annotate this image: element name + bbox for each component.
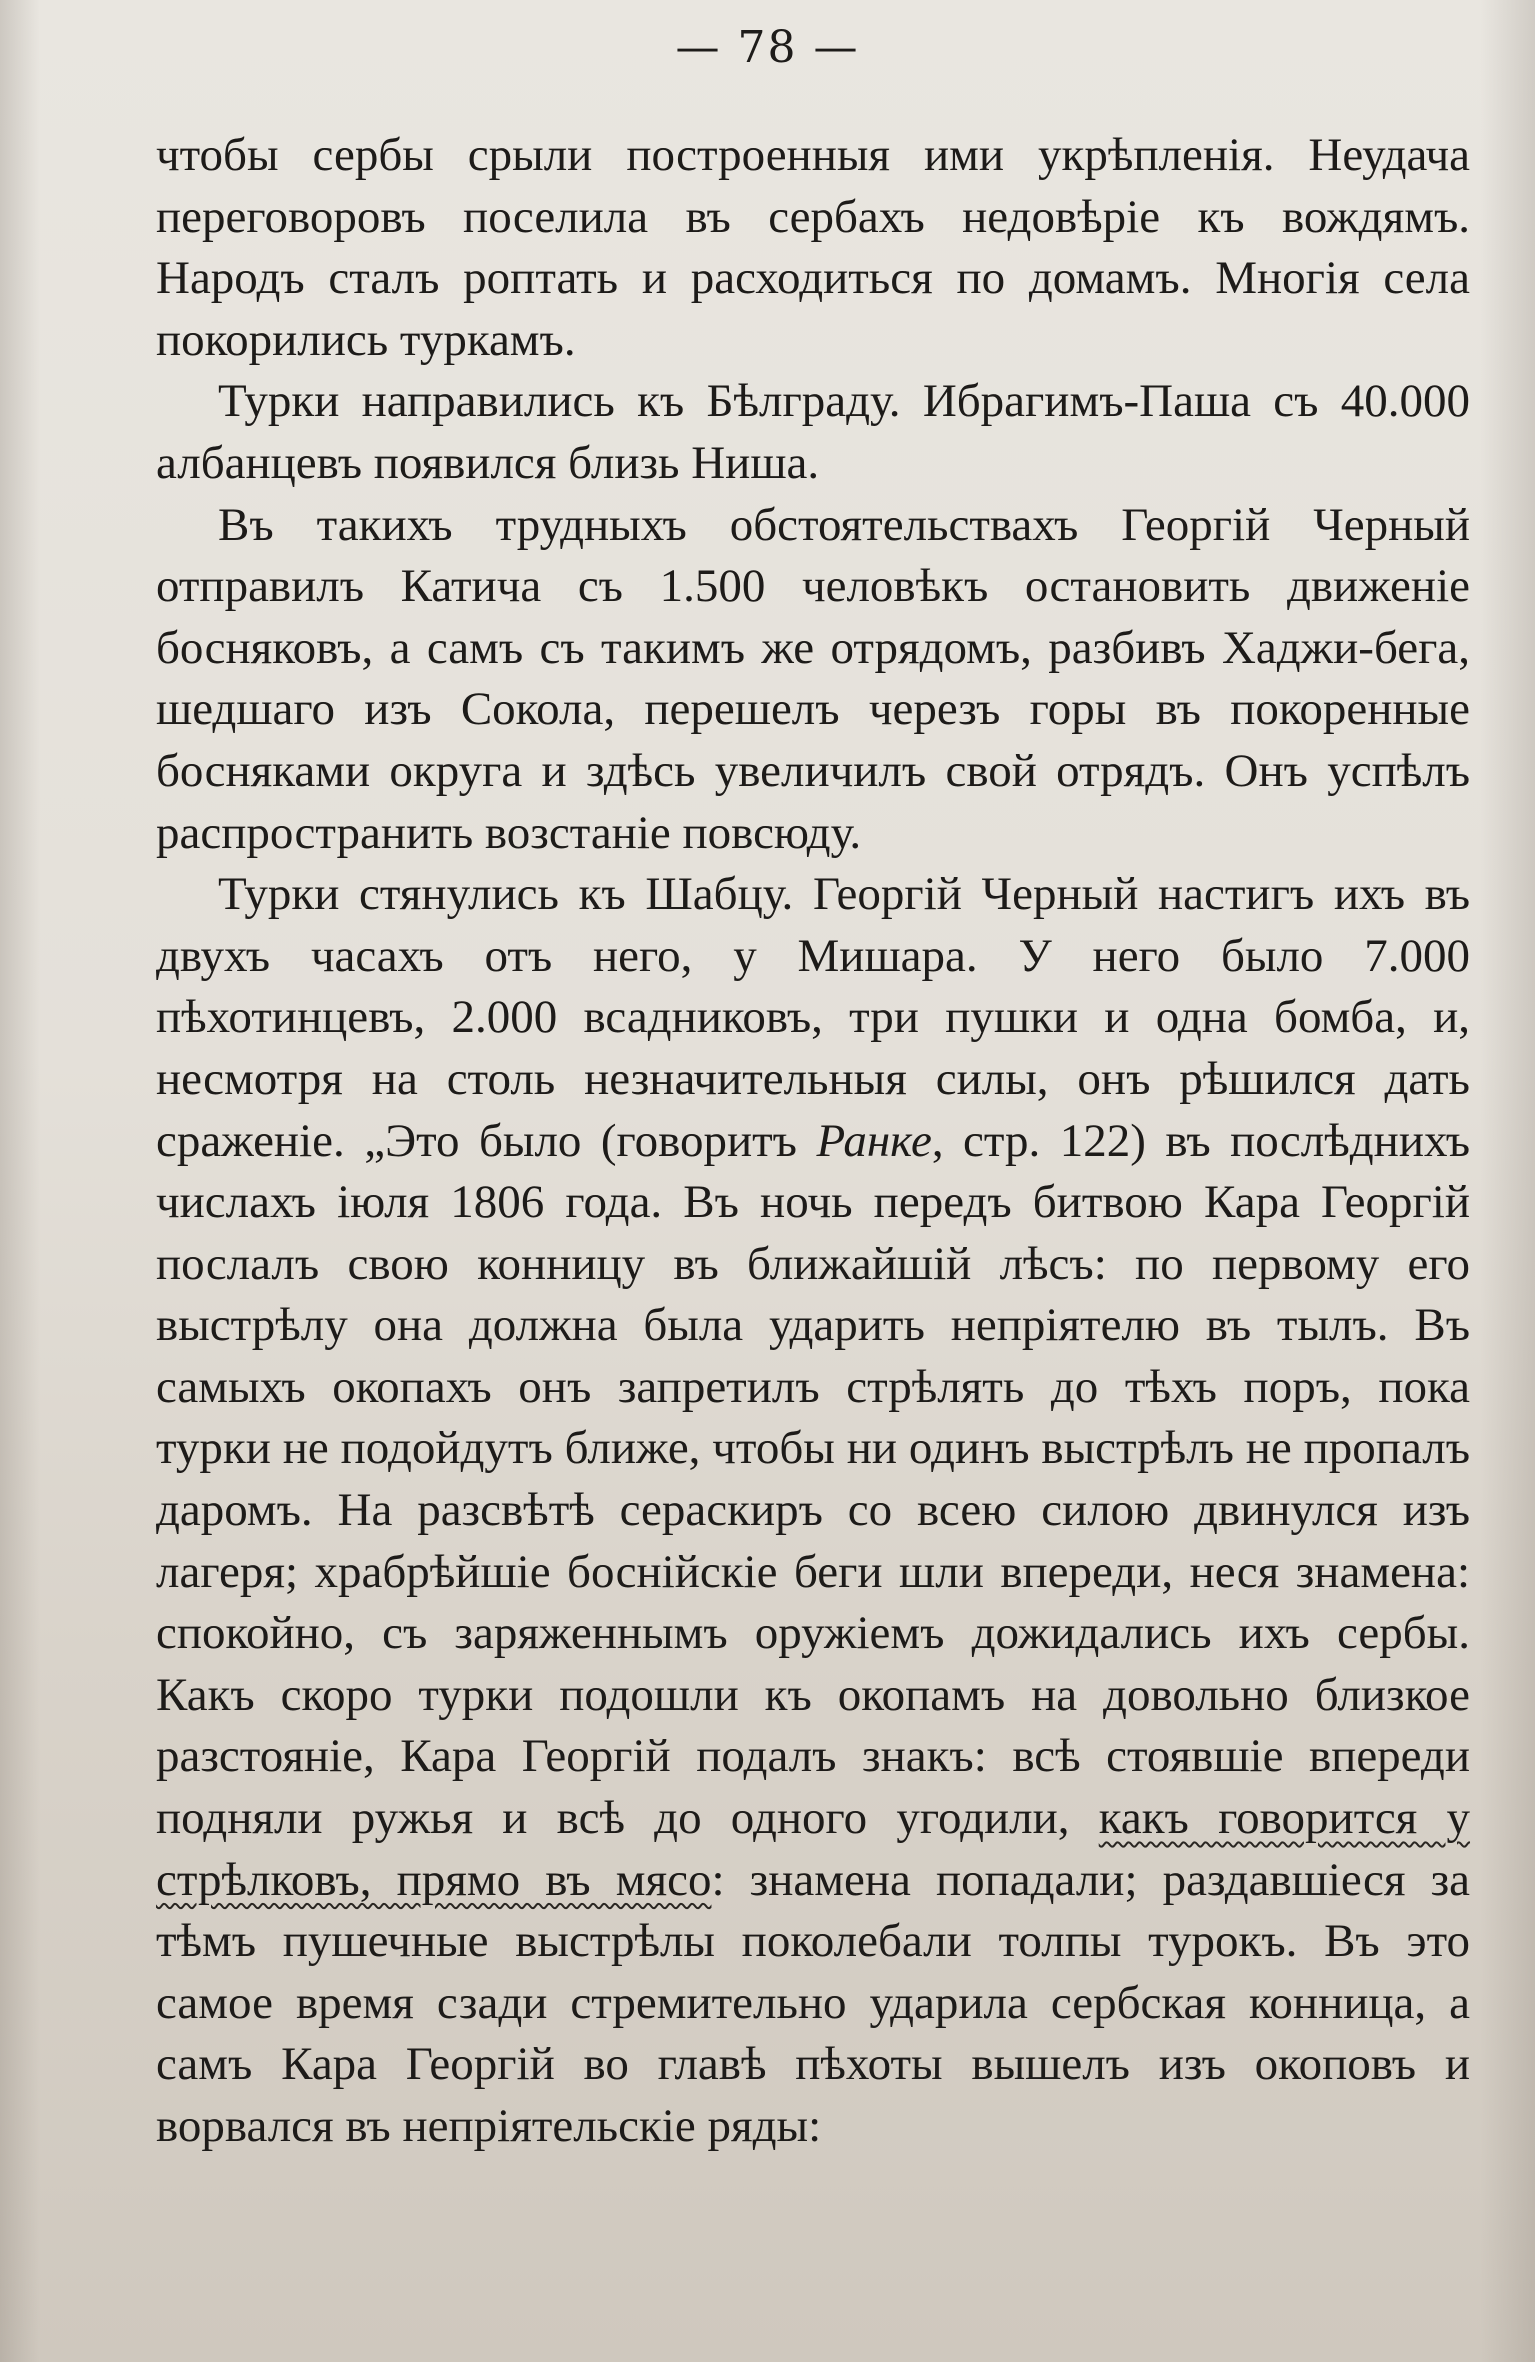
paragraph-4-part-1: Турки стянулись къ Шабцу. Георгій Черный настигъ ихъ въ двухъ часахъ отъ него, у Мишара. У него было 7.000 пѣхотинцевъ, 2.000 всадниковъ, три пушки и одна бомба, и, несмотря на столь незначительныя силы, онъ рѣшился дать сраженіе. „Это было (говоритъ [156,868,1470,1167]
paragraph-3: Въ такихъ трудныхъ обстоятельствахъ Георгій Черный отправилъ Катича съ 1.500 человѣкъ остановить движеніе босняковъ, а самъ съ такимъ же отрядомъ, разбивъ Хаджи-бега, шедшаго изъ Сокола, перешелъ черезъ горы въ покоренные босняками округа и здѣсь увеличилъ свой отрядъ. Онъ успѣлъ распространить возстаніе повсюду. [156,498,1470,859]
paragraph-1: чтобы сербы срыли построенныя ими укрѣпленія. Неудача переговоровъ поселила въ сербахъ недовѣріе къ вождямъ. Народъ сталъ роптать и расходиться по домамъ. Многія села покорились туркамъ. [156,129,1470,366]
paragraph-4 [156,864,1470,2157]
cited-author: Ранке [816,1114,932,1167]
paragraph-4-part-3: : знамена попадали; раздавшіеся за тѣмъ пушечные выстрѣлы поколебали толпы турокъ. Въ это самое время сзади стремительно ударила сербская конница, а самъ Кара Георгій во главѣ пѣхоты вышелъ изъ окоповъ и ворвался въ непріятельскіе ряды: [156,1853,1471,2152]
paragraph-4-part-2: , стр. 122) въ послѣднихъ числахъ іюля 1806 года. Въ ночь передъ битвою Кара Георгій послалъ свою конницу въ ближайшій лѣсъ: по первому его выстрѣлу она должна была ударить непріятелю въ тылъ. Въ самыхъ окопахъ онъ запретилъ стрѣлять до тѣхъ поръ, пока турки не подойдутъ ближе, чтобы ни одинъ выстрѣлъ не пропалъ даромъ. На разсвѣтѣ сераскиръ со всею силою двинулся изъ лагеря; храбрѣйшіе боснійскіе беги шли впереди, неся знамена: спокойно, съ заряженнымъ оружіемъ дожидались ихъ сербы. Какъ скоро турки подошли къ окопамъ на довольно близкое разстояніе, Кара Георгій подалъ знакъ: всѣ стоявшіе впереди подняли ружья и всѣ до одного угодили, [156,1114,1470,1845]
paragraph-2: Турки направились къ Бѣлграду. Ибрагимъ-Паша съ 40.000 албанцевъ появился близь Ниша. [156,375,1470,489]
page-number: — 78 — [675,22,860,73]
underlined-phrase: какъ говорится у стрѣлковъ, прямо въ мясо [156,1792,1471,1906]
body-text [156,125,1470,2158]
